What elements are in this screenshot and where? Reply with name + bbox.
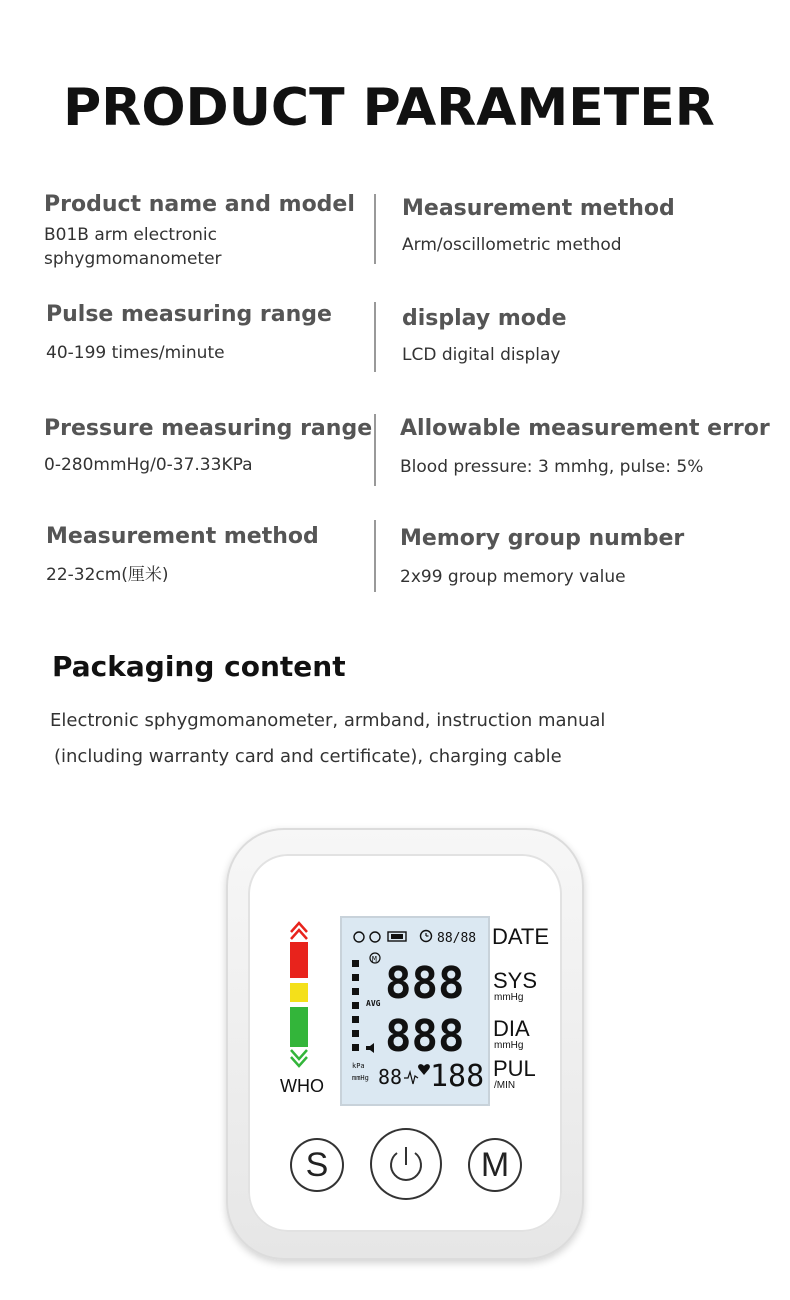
lcd-sys-value: 888 [385, 958, 465, 1009]
m-button: M [470, 1140, 520, 1190]
who-indicator-bar [288, 920, 310, 1070]
lcd-m-badge: M [372, 955, 377, 964]
user-1-icon [354, 932, 364, 942]
lcd-avg-label: AVG [366, 999, 381, 1008]
date-label: DATE [492, 924, 550, 949]
column-divider [374, 414, 376, 486]
power-icon [381, 1139, 431, 1189]
heartbeat-wave-icon [404, 1072, 418, 1084]
param-value: LCD digital display [402, 345, 561, 365]
param-value: Arm/oscillometric method [402, 235, 622, 255]
s-button: S [292, 1140, 342, 1190]
param-value: 0-280mmHg/0-37.33KPa [44, 455, 253, 475]
param-pressure-range [44, 416, 372, 477]
lcd-pulse-value: 188 [430, 1059, 485, 1094]
param-heading: Product name and model [44, 192, 355, 217]
packaging-line: Electronic sphygmomanometer, armband, instruction manual [50, 710, 606, 731]
packaging-title: Packaging content [52, 650, 346, 683]
param-measurement-method-size [46, 524, 319, 587]
who-red-segment [290, 942, 308, 978]
sys-unit-label: mmHg [494, 992, 524, 1003]
param-value: 2x99 group memory value [400, 567, 626, 587]
heart-icon [418, 1064, 430, 1075]
column-divider [374, 520, 376, 592]
param-measurement-method [402, 196, 675, 257]
lcd-mmhg-label: mmHg [352, 1074, 369, 1082]
param-value: sphygmomanometer [44, 249, 222, 269]
packaging-line: (including warranty card and certificate), charging cable [54, 746, 562, 767]
pul-unit-label: /MIN [494, 1080, 516, 1091]
param-value: Blood pressure: 3 mmhg, pulse: 5% [400, 457, 704, 477]
sys-label: SYS [493, 968, 538, 993]
lcd-time: 88/88 [437, 931, 477, 946]
who-label: WHO [280, 1076, 324, 1096]
dia-label: DIA [493, 1016, 530, 1041]
param-heading: Pressure measuring range [44, 416, 373, 441]
param-heading: display mode [402, 306, 567, 331]
power-button [372, 1130, 440, 1198]
param-product-name [44, 192, 355, 271]
pul-label: PUL [493, 1056, 536, 1081]
page-title: PRODUCT PARAMETER [63, 78, 715, 138]
param-allowable-error [400, 416, 770, 479]
param-heading: Pulse measuring range [46, 302, 332, 327]
lcd-kpa-label: kPa [352, 1062, 365, 1070]
param-heading: Allowable measurement error [400, 416, 770, 441]
chevron-up-icon [291, 930, 307, 939]
column-divider [374, 302, 376, 372]
param-value: 40-199 times/minute [46, 343, 225, 363]
lcd-dia-value: 888 [385, 1011, 465, 1062]
dia-unit-label: mmHg [494, 1040, 524, 1051]
chevron-down-icon [291, 1050, 307, 1059]
param-heading: Measurement method [402, 196, 675, 221]
param-value: B01B arm electronic [44, 225, 217, 245]
user-2-icon [370, 932, 380, 942]
lcd-display [340, 916, 490, 1106]
param-display-mode [402, 306, 567, 367]
param-pulse-range [46, 302, 332, 365]
who-green-segment [290, 1007, 308, 1047]
column-divider [374, 194, 376, 264]
param-value: 22-32cm(厘米) [46, 565, 169, 585]
param-memory-group [400, 526, 684, 589]
who-yellow-segment [290, 983, 308, 1002]
speaker-icon [366, 1043, 374, 1053]
level-squares [352, 960, 359, 1051]
lcd-memory-value: 88 [378, 1065, 403, 1089]
param-heading: Memory group number [400, 526, 685, 551]
param-heading: Measurement method [46, 524, 319, 549]
